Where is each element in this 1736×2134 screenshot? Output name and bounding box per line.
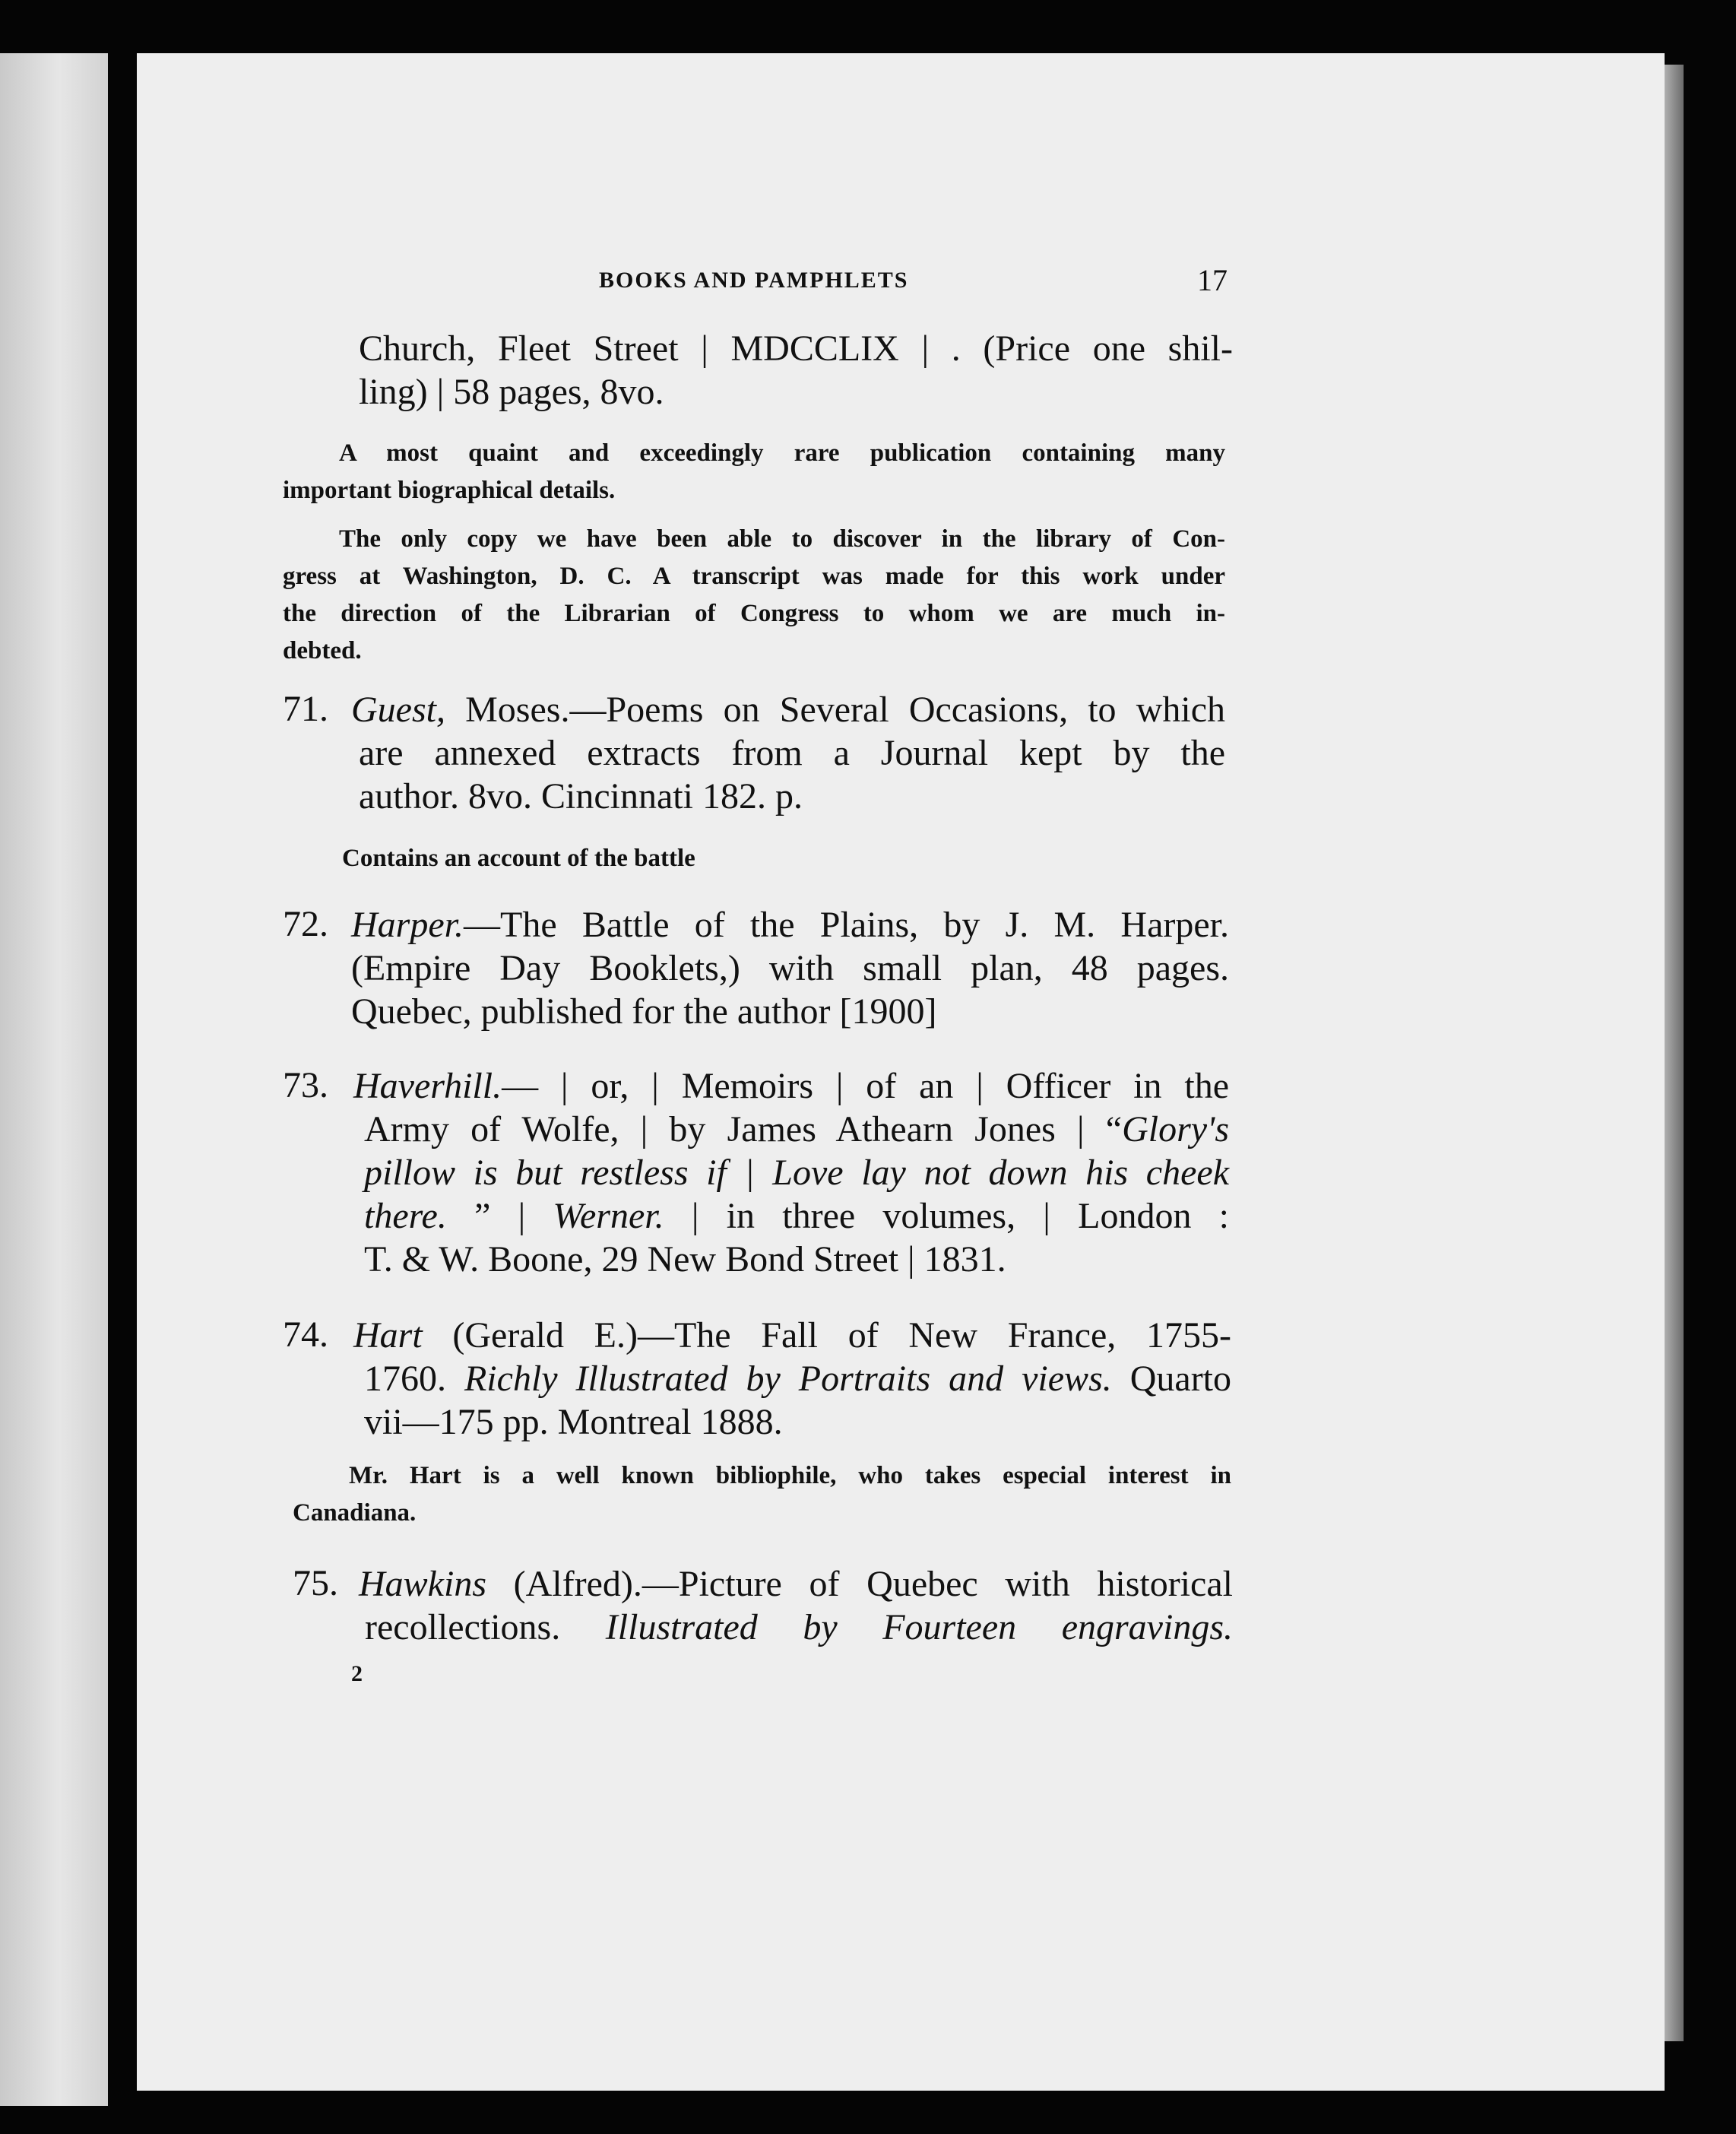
continuation-text: Church, Fleet Street | MDCCLIX | . (Price one shil- ling) | 58 pages, 8vo. [359, 328, 1233, 412]
entry-author: Guest, [351, 690, 445, 730]
entry-number: 73. [283, 1065, 328, 1105]
entry-number: 72. [283, 904, 328, 944]
entry-74-note: Mr. Hart is a well known bibliophile, who takes especial interest in Canadiana. [293, 1462, 1231, 1527]
entry-author: Haverhill. [353, 1066, 502, 1106]
facing-page-edge [0, 53, 108, 2106]
entry-author: Hart [353, 1315, 423, 1356]
entry-73: Haverhill.— | or, | Memoirs | of an | Officer in the Army of Wolfe, | by James Athearn Jones | “Glory's pillow is but restless if | Love lay not down his cheek there. ” | Werner. | in three volumes, | London : T. & W. Boone, 29 New Bond Street | 1831. [353, 1066, 1229, 1279]
signature-mark: 2 [351, 1661, 363, 1686]
entry-71-note: Contains an account of the battle [342, 845, 695, 872]
entry-number: 71. [283, 689, 328, 729]
entry-author: Harper. [351, 905, 464, 945]
entry-author: Hawkins [359, 1564, 486, 1604]
entry-72: Harper.—The Battle of the Plains, by J. M. Harper. (Empire Day Booklets,) with small plan, 48 pages. Quebec, published for the author [1900] [351, 905, 1229, 1032]
continuation-note-2: The only copy we have been able to discover in the library of Con- gress at Washington, D. C. A transcript was made for this work under the direction of the Librarian of Congress to whom we are much in- debted. [283, 525, 1225, 664]
entry-number: 75. [293, 1563, 338, 1603]
page-number: 17 [1197, 263, 1228, 297]
continuation-note-1: A most quaint and exceedingly rare publication containing many important biographical details. [283, 439, 1225, 504]
entry-75: Hawkins (Alfred).—Picture of Quebec with historical recollections. Illustrated by Fourteen engravings. [359, 1564, 1233, 1647]
entry-number: 74. [283, 1314, 328, 1355]
running-title: BOOKS AND PAMPHLETS [599, 268, 909, 293]
entry-71: Guest, Moses.—Poems on Several Occasions, to which are annexed extracts from a Journal kept by the author. 8vo. Cincinnati 182. p. [351, 690, 1225, 817]
entry-74: Hart (Gerald E.)—The Fall of New France, 1755- 1760. Richly Illustrated by Portraits and views. Quarto vii—175 pp. Montreal 1888. [353, 1315, 1232, 1442]
